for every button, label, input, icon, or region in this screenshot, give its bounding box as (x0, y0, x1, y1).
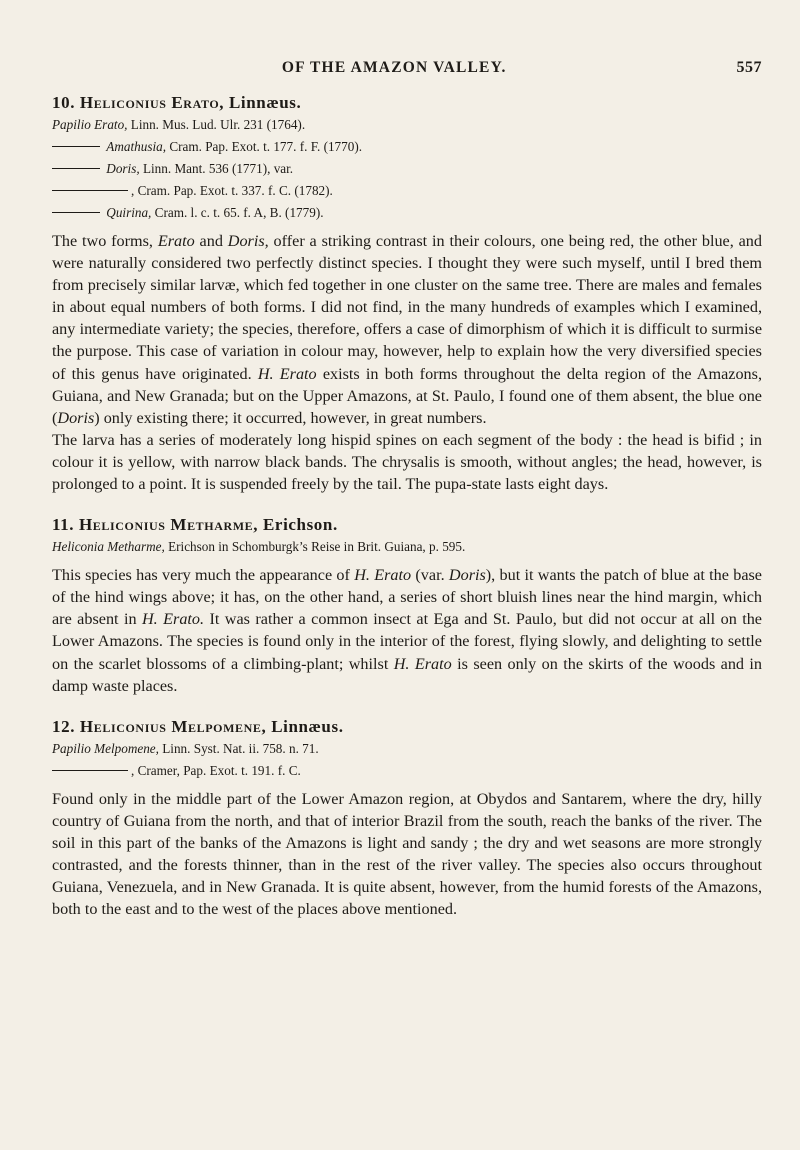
ditto-rule (52, 190, 128, 191)
synonymy-list (52, 114, 762, 224)
page-body (52, 92, 762, 939)
running-head (52, 56, 762, 80)
synonym-name: Heliconia Metharme, (52, 539, 165, 555)
paragraph-text: This species has very much the appearance of (52, 566, 355, 585)
synonym-line (52, 202, 762, 224)
ditto-rule (52, 168, 100, 169)
synonym-line (52, 136, 762, 158)
running-title: OF THE AMAZON VALLEY. (281, 59, 507, 76)
species-number: 11. (52, 515, 75, 535)
synonym-name: Amathusia, (106, 139, 167, 154)
synonym-reference: , Cramer, Pap. Exot. t. 191. f. C. (131, 762, 301, 778)
paragraph-text: Found only in the middle part of the Lower Amazon region, at Obydos and Santarem, where the dry, hilly country of Guiana from the north, and that of interior Brazil from the south, reach the banks of the river. The soil in this part of the banks of the Amazons is light and sandy ; the dry and wet seasons are more strongly contrasted, and the forests thinner, than in the rest of the river valley. The species also occurs throughout Guiana, Venezuela, and in New Granada. It is quite absent, however, from the humid forests of the Amazons, both to the east and to the west of the places above mentioned. (52, 789, 762, 919)
synonym-line (52, 536, 762, 558)
species-heading (52, 514, 762, 536)
synonym-reference: Linn. Syst. Nat. ii. 758. n. 71. (158, 740, 319, 756)
species-author: Linnæus. (228, 93, 302, 112)
synonym-name: Papilio Melpomene, (52, 740, 159, 756)
paragraph-text: It was rather a common insect at Ega and St. Paulo, but did not occur at all on the Lower Amazons. The species is found only in the interior of the forest, flying slowly, and delighting to settle on the scarlet blossoms of a climbing-plant; whilst (52, 610, 762, 673)
paragraph-text: ), but it wants the patch of blue at the base of the hind wings above; it has, on the other hand, a series of short bluish lines near the hind margin, which are absent in (52, 566, 762, 629)
species-author: Linnæus. (271, 716, 344, 736)
synonym-name: Quirina, (106, 205, 152, 220)
italic-taxon: H. Erato (257, 364, 317, 383)
synonym-name: Papilio Erato, (52, 117, 128, 132)
body-paragraph (52, 429, 762, 495)
paragraph-text: and (194, 232, 228, 250)
ditto-rule (52, 146, 100, 147)
species-name: Melpomene, (171, 716, 267, 736)
italic-taxon: H. Erato. (141, 610, 205, 629)
species-heading (52, 92, 762, 114)
genus-name: Heliconius (79, 93, 167, 112)
italic-taxon: Doris, (227, 232, 269, 250)
synonymy-list (52, 738, 762, 782)
italic-taxon: Erato (157, 232, 195, 250)
synonym-line (52, 760, 762, 782)
paragraph-text: ) only existing there; it occurred, however, in great numbers. (94, 408, 487, 427)
body-paragraph (52, 230, 762, 429)
synonym-reference: Cram. l. c. t. 65. f. A, B. (1779). (151, 205, 324, 220)
synonym-reference: Cram. Pap. Exot. t. 177. f. F. (1770). (166, 139, 363, 154)
species-entry (52, 514, 762, 697)
ditto-rule (52, 212, 100, 213)
synonym-line (52, 180, 762, 202)
species-heading (52, 716, 762, 738)
page-number: 557 (736, 59, 762, 76)
paragraph-text: exists in both forms throughout the delta region of the Amazons, Guiana, and New Granada; but on the Upper Amazons, at St. Paulo, I found one of them absent, the blue one ( (52, 364, 762, 427)
species-name: Erato, (171, 93, 225, 112)
genus-name: Heliconius (78, 515, 166, 535)
synonymy-list (52, 536, 762, 558)
italic-taxon: H. Erato (393, 654, 452, 673)
synonym-line (52, 114, 762, 136)
genus-name: Heliconius (79, 716, 167, 736)
italic-taxon: Doris (57, 408, 95, 427)
species-entry (52, 92, 762, 495)
italic-taxon: Doris (448, 566, 486, 585)
synonym-reference: Linn. Mant. 536 (1771), var. (139, 161, 294, 176)
body-paragraph (52, 564, 762, 697)
synonym-reference: Erichson in Schomburgk’s Reise in Brit. Guiana, p. 595. (164, 539, 466, 555)
body-paragraph (52, 788, 762, 921)
synonym-reference: , Cram. Pap. Exot. t. 337. f. C. (1782). (131, 183, 333, 198)
synonym-line (52, 158, 762, 180)
synonym-reference: Linn. Mus. Lud. Ulr. 231 (1764). (127, 117, 306, 132)
paragraph-text: is seen only on the skirts of the woods and in damp waste places. (52, 654, 763, 695)
species-name: Metharme, (170, 515, 259, 535)
synonym-name: Doris, (106, 161, 140, 176)
paragraph-text: The two forms, (52, 232, 158, 250)
italic-taxon: H. Erato (354, 566, 412, 585)
ditto-rule (52, 770, 128, 771)
species-number: 10. (52, 93, 76, 112)
species-number: 12. (52, 716, 76, 736)
species-author: Erichson. (262, 515, 338, 535)
species-entry (52, 716, 762, 921)
paragraph-text: offer a striking contrast in their colours, one being red, the other blue, and were naturally considered two perfectly distinct species. I thought they were such myself, until I bred them from precisely similar larvæ, which fed together in one cluster on the same tree. There are males and females in about equal numbers of both forms. I did not find, in the many hundreds of examples which I examined, any intermediate variety; the species, therefore, offers a case of dimorphism of which it is difficult to surmise the purpose. This case of variation in colour may, however, help to explain how the very diversified species of this genus have originated. (52, 232, 762, 383)
paragraph-text: The larva has a series of moderately long hispid spines on each segment of the body : the head is bifid ; in colour it is yellow, with narrow black bands. The chrysalis is smooth, without angles; the head, however, is prolonged to a point. It is suspended freely by the tail. The pupa-state lasts eight days. (52, 430, 762, 494)
paragraph-text: (var. (411, 566, 449, 585)
synonym-line (52, 738, 762, 760)
